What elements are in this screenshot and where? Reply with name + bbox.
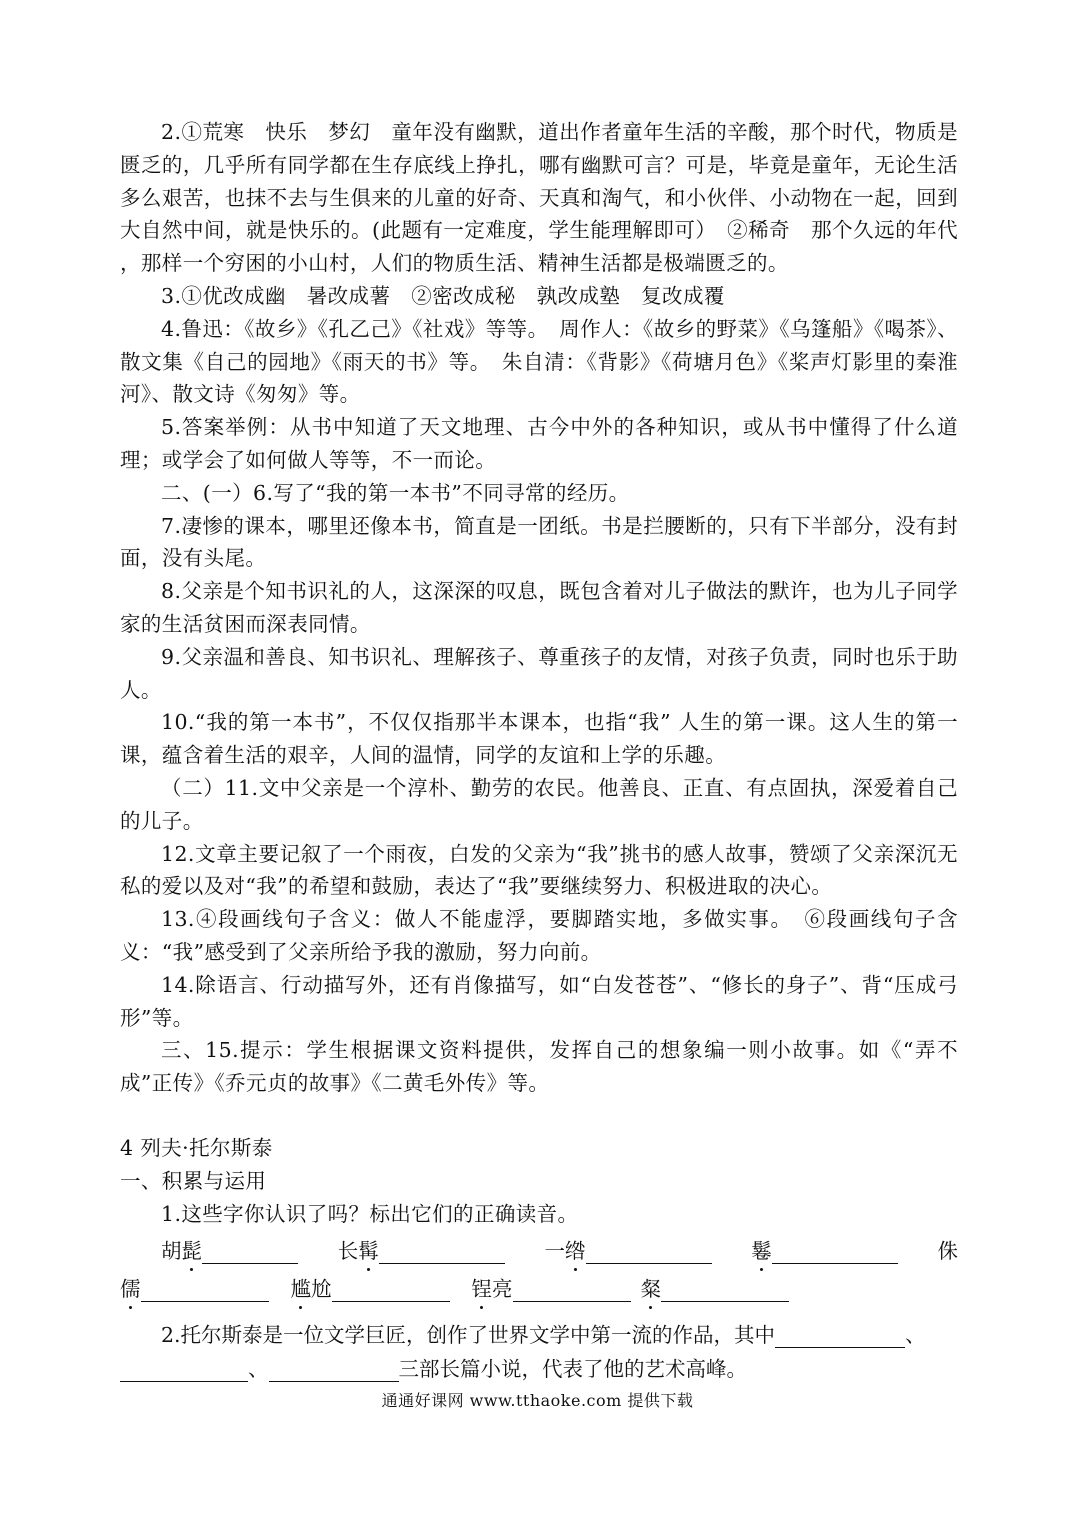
char: 胡 [161, 1239, 182, 1264]
word-zhu [938, 1234, 959, 1264]
question-2-line-1 [120, 1314, 958, 1348]
answer-12: 12.文章主要记叙了一个雨夜，白发的父亲为“我”挑书的感人故事，赞颂了父亲深沉无私的爱以及对“我”的希望和鼓励，表达了“我”要继续努力、积极进取的决心。 [120, 841, 958, 899]
char: 侏 [937, 1239, 958, 1264]
answer-8: 8.父亲是个知书识礼的人，这深深的叹息，既包含着对儿子做法的默许，也为儿子同学家的生活贫困而深表同情。 [120, 579, 958, 636]
word-changran [338, 1234, 505, 1264]
separator: 、 [248, 1357, 269, 1382]
separator: 、 [905, 1323, 926, 1348]
section-subtitle: 一、积累与运用 [120, 1168, 267, 1193]
answer-blank[interactable] [661, 1279, 789, 1302]
answer-blank-novel-2[interactable] [120, 1359, 248, 1382]
answer-blank[interactable] [513, 1279, 631, 1302]
answer-blank[interactable] [772, 1241, 898, 1264]
answer-blank[interactable] [379, 1241, 505, 1264]
question-2-end: 三部长篇小说，代表了他的艺术高峰。 [398, 1357, 747, 1382]
answer-blank[interactable] [202, 1241, 298, 1264]
question-2-text: 2.托尔斯泰是一位文学巨匠，创作了世界文学中第一流的作品，其中 [161, 1323, 776, 1348]
answer-10: 10.“我的第一本书”，不仅仅指那半本课本，也指“我” 人生的第一课。这人生的第一课，蕴含着生活的艰辛，人间的温情，同学的友谊和上学的乐趣。 [120, 710, 958, 768]
answer-blank[interactable] [141, 1279, 269, 1302]
char-dotted: 尴 [291, 1272, 312, 1302]
answer-4: 4.鲁迅：《故乡》《孔乙己》《社戏》等等。 周作人：《故乡的野菜》《乌篷船》《喝茶》、散文集《自己的园地》《雨天的书》等。 朱自清：《背影》《荷塘月色》《桨声灯影里的秦淮河》、散文诗《匆匆》等。 [120, 316, 958, 407]
question-2-line-2 [120, 1348, 958, 1382]
word-zengliang [472, 1272, 631, 1302]
char-dotted: 鬈 [751, 1234, 772, 1264]
question-1: 1.这些字你认识了吗？标出它们的正确读音。 [161, 1201, 579, 1226]
answer-2: 2.①荒寒 快乐 梦幻 童年没有幽默，道出作者童年生活的辛酸，那个时代，物质是匮乏的，几乎所有同学都在生存底线上挣扎，哪有幽默可言？可是，毕竟是童年，无论生活多么艰苦，也抹不去与生俱来的儿童的好奇、天真和淘气，和小伙伴、小动物在一起，回到大自然中间，就是快乐的。(此题有一定难度，学生能理解即可） ②稀奇 那个久远的年代 ，那样一个穷困的小山村，人们的物质生活、精神生活都是极端匮乏的。 [120, 120, 958, 276]
section-title: 4 列夫·托尔斯泰 [120, 1135, 273, 1160]
answer-15: 三、15.提示：学生根据课文资料提供，发挥自己的想象编一则小故事。如《“弄不成”正传》《乔元贞的故事》《二黄毛外传》等。 [120, 1038, 958, 1096]
answer-blank[interactable] [586, 1241, 712, 1264]
char-dotted: 锃 [472, 1272, 493, 1302]
char: 尬 [311, 1277, 332, 1302]
answer-6: 二、(一）6.写了“我的第一本书”不同寻常的经历。 [161, 480, 630, 505]
word-quan [751, 1234, 898, 1264]
char: 亮 [492, 1277, 513, 1302]
word-can [641, 1272, 790, 1302]
pinyin-line-1 [120, 1230, 958, 1264]
answer-11: （二）11.文中父亲是一个淳朴、勤劳的农民。他善良、正直、有点固执，深爱着自己的儿子。 [120, 775, 958, 833]
page-content [120, 116, 958, 1382]
char-dotted: 粲 [641, 1272, 662, 1302]
answer-7: 7.凄惨的课本，哪里还像本书，简直是一团纸。书是拦腰断的，只有下半部分，没有封面，没有头尾。 [120, 513, 958, 571]
answer-14: 14.除语言、行动描写外，还有肖像描写，如“白发苍苍”、“修长的身子”、背“压成弓形”等。 [120, 972, 958, 1030]
char-dotted: 绺 [565, 1234, 586, 1264]
answer-blank-novel-1[interactable] [775, 1325, 905, 1348]
char-dotted: 儒 [120, 1272, 141, 1302]
word-yiliu [545, 1234, 712, 1264]
char-dotted: 髯 [358, 1234, 379, 1264]
page-footer: 通通好课网 www.tthaoke.com 提供下载 [381, 1391, 694, 1410]
char-dotted: 髭 [182, 1234, 203, 1264]
word-ru [120, 1272, 269, 1302]
char: 一 [544, 1239, 565, 1264]
answer-9: 9.父亲温和善良、知书识礼、理解孩子、尊重孩子的友情，对孩子负责，同时也乐于助人。 [120, 644, 958, 702]
answer-13: 13.④段画线句子含义：做人不能虚浮，要脚踏实地，多做实事。 ⑥段画线句子含义：“我”感受到了父亲所给予我的激励，努力向前。 [120, 907, 958, 964]
answer-blank-novel-3[interactable] [269, 1359, 399, 1382]
answer-3: 3.①优改成幽 暑改成薯 ②密改成秘 孰改成塾 复改成覆 [161, 283, 725, 308]
word-huzi [161, 1234, 298, 1264]
pinyin-line-2 [120, 1268, 958, 1302]
char: 长 [337, 1239, 359, 1264]
word-ganga [291, 1272, 450, 1302]
answer-5: 5.答案举例：从书中知道了天文地理、古今中外的各种知识，或从书中懂得了什么道理；或学会了如何做人等等，不一而论。 [120, 415, 958, 472]
answer-blank[interactable] [332, 1279, 450, 1302]
